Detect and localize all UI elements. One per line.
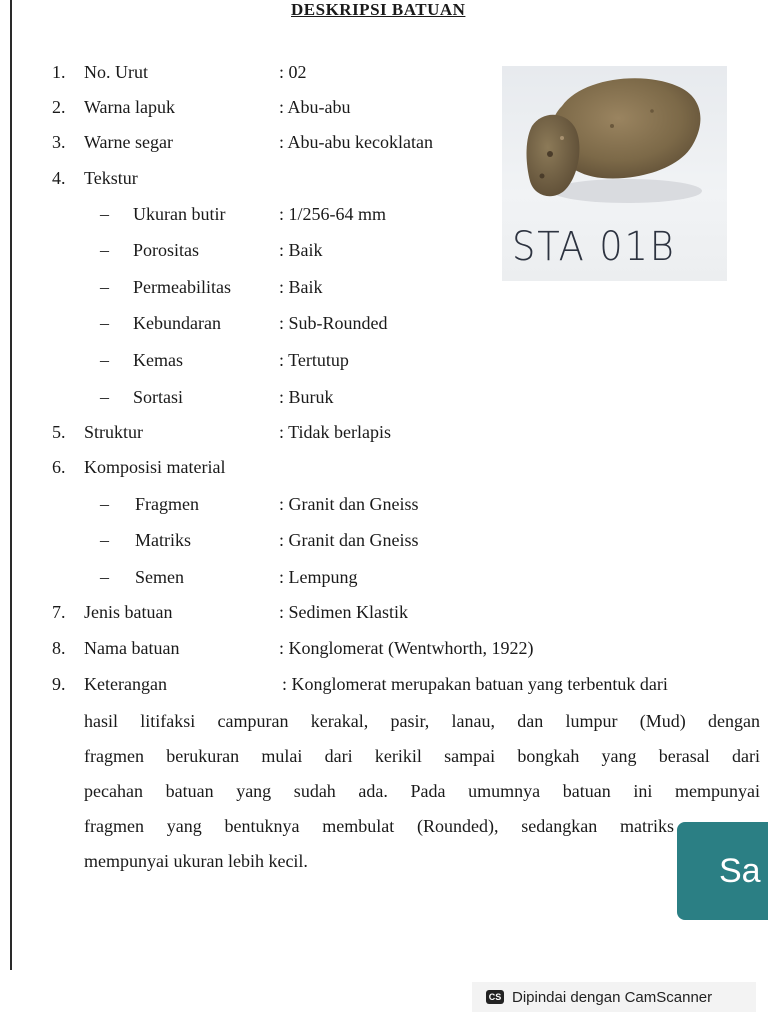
item-tekstur: [0, 168, 500, 198]
item-label: Komposisi material: [84, 457, 226, 477]
item-keterangan: [0, 674, 760, 704]
item-value: : Sedimen Klastik: [279, 602, 408, 622]
document-title: DESKRIPSI BATUAN: [291, 0, 466, 19]
item-number: 3.: [52, 132, 66, 152]
dash-bullet: –: [100, 387, 109, 407]
keterangan-paragraph: [84, 704, 760, 879]
item-number: 8.: [52, 638, 66, 658]
dash-bullet: –: [100, 530, 109, 550]
subitem-matriks: [0, 530, 500, 560]
item-label: Keterangan: [84, 674, 167, 694]
subitem-ukuran-butir: [0, 204, 500, 234]
watermark-text: Dipindai dengan CamScanner: [512, 988, 713, 1006]
subitem-value: : Baik: [279, 240, 323, 260]
subitem-value: : Granit dan Gneiss: [279, 530, 419, 550]
item-number: 7.: [52, 602, 66, 622]
item-value: : 02: [279, 62, 307, 82]
item-number: 2.: [52, 97, 66, 117]
item-value: : Abu-abu: [279, 97, 351, 117]
subitem-label: Ukuran butir: [133, 204, 226, 224]
subitem-label: Sortasi: [133, 387, 184, 407]
dash-bullet: –: [100, 277, 109, 297]
dash-bullet: –: [100, 567, 109, 587]
dash-bullet: –: [100, 494, 109, 514]
subitem-kemas: [0, 350, 500, 380]
item-number: 5.: [52, 422, 66, 442]
item-struktur: [0, 422, 500, 452]
subitem-label: Porositas: [133, 240, 200, 260]
paragraph-line: fragmen berukuran mulai dari kerikil sampai bongkah yang berasal dari: [84, 746, 760, 766]
item-jenis-batuan: [0, 602, 600, 632]
subitem-value: : Sub-Rounded: [279, 313, 388, 333]
sample-label: STA 01B: [512, 224, 676, 270]
dash-bullet: –: [100, 350, 109, 370]
item-no-urut: [0, 62, 500, 92]
subitem-fragmen: [0, 494, 500, 524]
subitem-label: Kebundaran: [133, 313, 221, 333]
dash-bullet: –: [100, 240, 109, 260]
item-label: Warne segar: [84, 132, 173, 152]
subitem-kebundaran: [0, 313, 500, 343]
item-number: 4.: [52, 168, 66, 188]
item-value: : Abu-abu kecoklatan: [279, 132, 433, 152]
paragraph-line: fragmen yang bentuknya membulat (Rounded), sedangkan matriks: [84, 816, 674, 836]
subitem-value: : Tertutup: [279, 350, 349, 370]
item-value: : Konglomerat (Wentwhorth, 1922): [279, 638, 534, 658]
item-number: 6.: [52, 457, 66, 477]
subitem-porositas: [0, 240, 500, 270]
item-label: Tekstur: [84, 168, 138, 188]
item-number: 9.: [52, 674, 66, 694]
item-label: Nama batuan: [84, 638, 180, 658]
camscanner-watermark: [472, 982, 756, 1012]
item-label: Struktur: [84, 422, 144, 442]
rock-sample-photo: [502, 66, 727, 281]
subitem-label: Semen: [135, 567, 184, 587]
item-label: Warna lapuk: [84, 97, 176, 117]
paragraph-line: hasil litifaksi campuran kerakal, pasir, lanau, dan lumpur (Mud) dengan: [84, 711, 760, 731]
subitem-value: : Granit dan Gneiss: [279, 494, 419, 514]
paragraph-line: pecahan batuan yang sudah ada. Pada umumnya batuan ini mempunyai: [84, 781, 760, 801]
subitem-label: Fragmen: [135, 494, 199, 514]
item-nama-batuan: [0, 638, 600, 668]
item-value: : Tidak berlapis: [279, 422, 392, 442]
subitem-label: Permeabilitas: [133, 277, 231, 297]
subitem-permeabilitas: [0, 277, 500, 307]
item-warna-segar: [0, 132, 500, 162]
item-label: No. Urut: [84, 62, 148, 82]
floating-action-button[interactable]: Sa: [677, 822, 768, 920]
item-label: Jenis batuan: [84, 602, 173, 622]
subitem-semen: [0, 567, 500, 597]
subitem-label: Kemas: [133, 350, 183, 370]
item-komposisi: [0, 457, 500, 487]
item-value: : Konglomerat merupakan batuan yang terbentuk dari: [282, 674, 668, 694]
subitem-value: : Buruk: [279, 387, 334, 407]
item-warna-lapuk: [0, 97, 500, 127]
camscanner-icon: CS: [486, 990, 504, 1004]
subitem-value: : Baik: [279, 277, 323, 297]
item-number: 1.: [52, 62, 66, 82]
subitem-label: Matriks: [135, 530, 191, 550]
subitem-value: : Lempung: [279, 567, 358, 587]
dash-bullet: –: [100, 313, 109, 333]
paragraph-line: mempunyai ukuran lebih kecil.: [84, 851, 308, 871]
dash-bullet: –: [100, 204, 109, 224]
subitem-value: : 1/256-64 mm: [279, 204, 386, 224]
subitem-sortasi: [0, 387, 500, 417]
